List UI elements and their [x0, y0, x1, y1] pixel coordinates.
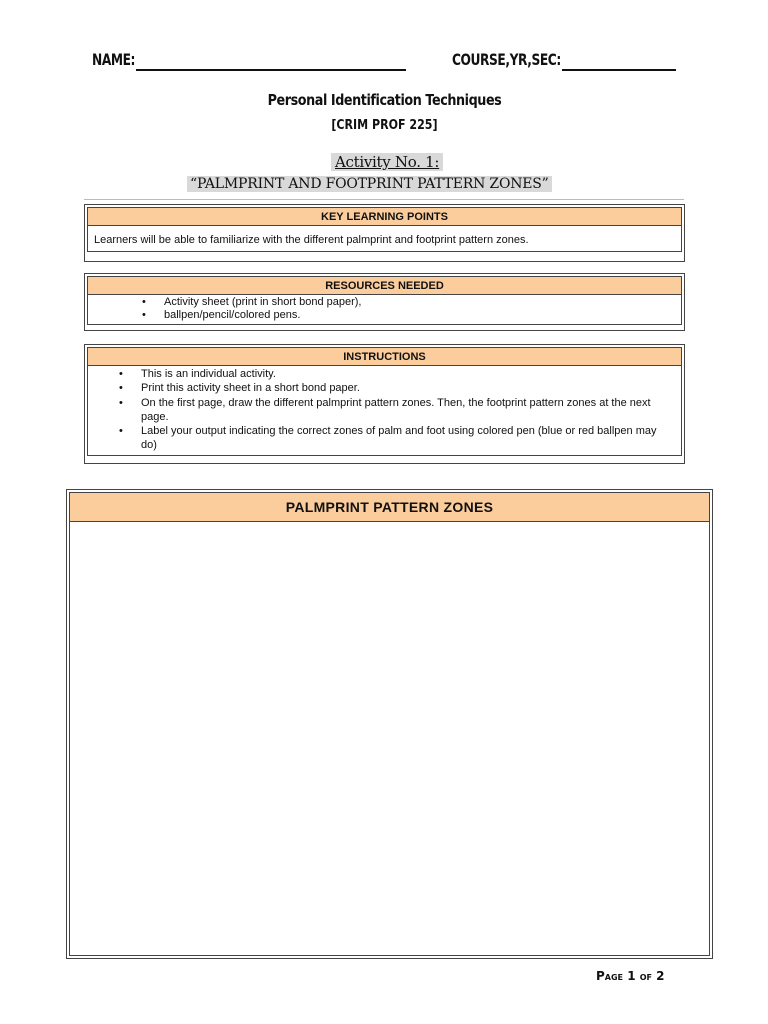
- instructions-frame: [87, 347, 682, 456]
- instructions-body: [88, 366, 681, 455]
- instructions-list: [141, 367, 675, 453]
- list-item: • Print this activity sheet in a short bond paper.: [141, 381, 675, 395]
- resources-list: [164, 296, 675, 322]
- key-learning-box: [84, 204, 685, 262]
- palmprint-heading: PALMPRINT PATTERN ZONES: [70, 493, 709, 522]
- key-learning-heading: KEY LEARNING POINTS: [88, 208, 681, 226]
- course-label: COURSE,YR,SEC:: [452, 50, 561, 69]
- document-title: [0, 91, 768, 109]
- resources-box: [84, 273, 685, 331]
- palmprint-section: [66, 489, 713, 959]
- palmprint-frame: [69, 492, 710, 956]
- instructions-heading: INSTRUCTIONS: [88, 348, 681, 366]
- course-code: [0, 118, 768, 133]
- list-item: • Label your output indicating the correct zones of palm and foot using colored pen (blue or red ballpen may do): [141, 424, 675, 453]
- key-learning-text: Learners will be able to familiarize with the different palmprint and footprint pattern zones.: [94, 234, 529, 246]
- resources-frame: [87, 276, 682, 325]
- course-code-text: [CRIM PROF 225]: [330, 118, 438, 133]
- key-learning-frame: [87, 207, 682, 252]
- activity-title: “PALMPRINT AND FOOTPRINT PATTERN ZONES”: [187, 176, 552, 192]
- student-info-row: [92, 50, 682, 74]
- instructions-box: [84, 344, 685, 464]
- name-blank-line[interactable]: [136, 69, 406, 71]
- resources-body: [88, 295, 681, 324]
- divider-line: [84, 199, 684, 200]
- course-blank-line[interactable]: [562, 69, 676, 71]
- page-number-text: Page 1 of 2: [596, 969, 665, 983]
- activity-number: Activity No. 1:: [331, 153, 443, 171]
- list-item: • This is an individual activity.: [141, 367, 675, 381]
- list-item: • ballpen/pencil/colored pens.: [164, 309, 675, 322]
- name-label: NAME:: [92, 50, 136, 69]
- palmprint-drawing-area[interactable]: [70, 522, 709, 955]
- page-number: [596, 969, 665, 983]
- resources-heading: RESOURCES NEEDED: [88, 277, 681, 295]
- list-item: • On the first page, draw the different palmprint pattern zones. Then, the footprint pattern zones at the next page.: [141, 396, 675, 425]
- document-title-text: Personal Identification Techniques: [267, 91, 501, 109]
- list-item: • Activity sheet (print in short bond paper),: [164, 296, 675, 309]
